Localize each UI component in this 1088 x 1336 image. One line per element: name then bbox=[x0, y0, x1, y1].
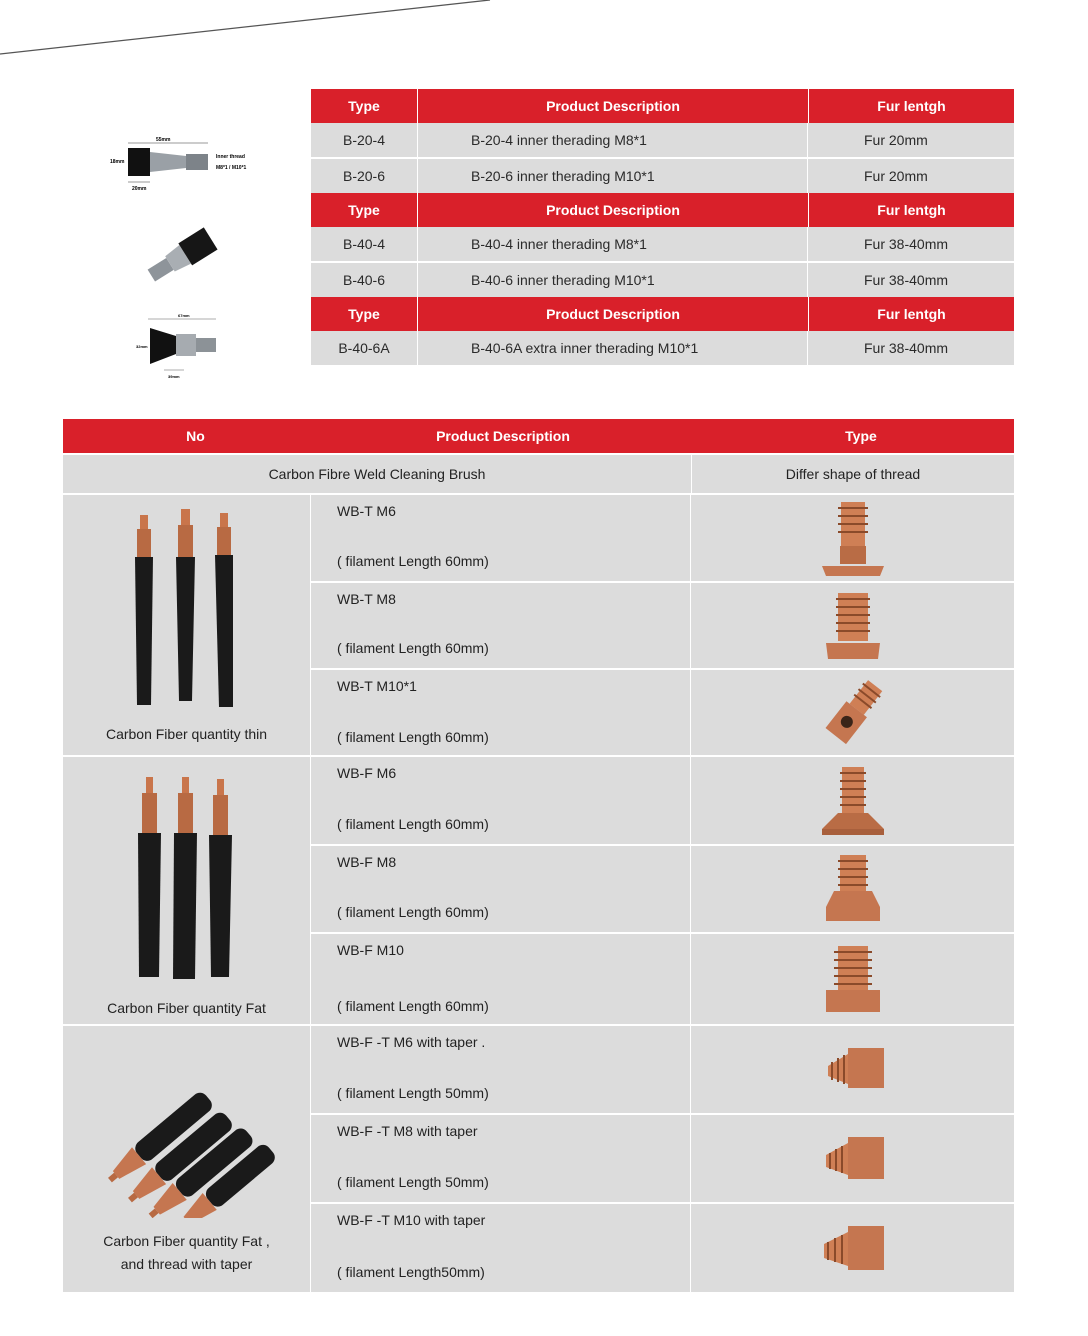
cell-fur-length: Fur 20mm bbox=[864, 168, 928, 184]
product-row bbox=[311, 495, 1014, 581]
cell-description: B-20-4 inner therading M8*1 bbox=[418, 123, 808, 157]
product-row bbox=[311, 1026, 1014, 1113]
thread-m6-image bbox=[818, 498, 888, 578]
table-header bbox=[311, 193, 1014, 227]
dimension-label-side: 32mm bbox=[136, 344, 148, 349]
taper-thread-m8-image bbox=[818, 1129, 888, 1189]
product-row bbox=[311, 581, 1014, 668]
table-header bbox=[63, 419, 1014, 453]
header-description: Product Description bbox=[418, 89, 809, 123]
caption-line: and thread with taper bbox=[120, 1256, 253, 1272]
table-row bbox=[311, 123, 1014, 157]
brush-spec-table bbox=[311, 89, 1014, 365]
cell-fur-length: Fur 38-40mm bbox=[864, 340, 949, 356]
product-group-fat bbox=[63, 755, 1014, 1024]
taper-thread-m10-image bbox=[818, 1218, 888, 1278]
group-caption bbox=[63, 723, 310, 746]
cell-fur-length: Fur 38-40mm bbox=[864, 272, 949, 288]
decorative-diagonal-line bbox=[0, 0, 500, 60]
filament-length: ( filament Length 60mm) bbox=[337, 553, 489, 569]
subheader-thread: Differ shape of thread bbox=[785, 466, 921, 482]
thread-m8-image bbox=[818, 587, 888, 665]
dimension-label-bottom: 39mm bbox=[168, 374, 180, 379]
filament-length: ( filament Length 60mm) bbox=[337, 729, 489, 745]
filament-length: ( filament Length 60mm) bbox=[337, 998, 489, 1014]
taper-thread-m6-image bbox=[818, 1040, 888, 1100]
group-image-cell bbox=[63, 1026, 311, 1292]
fat-brush-set-image bbox=[133, 777, 239, 983]
group-caption bbox=[63, 997, 310, 1020]
product-name: WB-F -T M10 with taper bbox=[337, 1212, 486, 1228]
header-description: Product Description bbox=[418, 297, 809, 331]
header-fur-length: Fur lentgh bbox=[877, 306, 946, 322]
brush-b-40-image bbox=[138, 226, 224, 288]
product-row bbox=[311, 757, 1014, 844]
cell-type: B-40-6A bbox=[311, 331, 418, 365]
brush-b-40-6a-diagram bbox=[128, 308, 224, 382]
product-name: WB-F -T M6 with taper . bbox=[337, 1034, 486, 1050]
product-row bbox=[311, 932, 1014, 1026]
thread-m10-image bbox=[818, 676, 888, 752]
thin-brush-set-image bbox=[129, 509, 245, 715]
product-row bbox=[311, 1113, 1014, 1202]
header-no: No bbox=[186, 428, 205, 444]
filament-length: ( filament Length 60mm) bbox=[337, 640, 489, 656]
product-name: WB-F M6 bbox=[337, 765, 397, 781]
product-name: WB-F M8 bbox=[337, 854, 397, 870]
taper-brush-set-image bbox=[101, 1048, 287, 1218]
product-name: WB-F M10 bbox=[337, 942, 404, 958]
group-image-cell bbox=[63, 757, 311, 1024]
header-type: Type bbox=[311, 297, 418, 331]
header-fur-length: Fur lentgh bbox=[877, 202, 946, 218]
dimension-label-top: 67mm bbox=[178, 313, 190, 318]
table-header bbox=[311, 297, 1014, 331]
thread-f-m8-image bbox=[818, 851, 888, 927]
filament-length: ( filament Length 50mm) bbox=[337, 1085, 489, 1101]
product-row bbox=[311, 844, 1014, 932]
cell-type: B-20-4 bbox=[311, 123, 418, 157]
dimension-label-base: 20mm bbox=[132, 186, 147, 192]
product-name: WB-F -T M8 with taper bbox=[337, 1123, 478, 1139]
caption-line: Carbon Fiber quantity Fat bbox=[107, 1000, 266, 1016]
thread-f-m10-image bbox=[818, 942, 888, 1018]
table-subheader bbox=[63, 453, 1014, 493]
header-type: Type bbox=[845, 428, 877, 444]
product-name: WB-T M10*1 bbox=[337, 678, 417, 694]
product-group-taper bbox=[63, 1024, 1014, 1292]
product-row bbox=[311, 1202, 1014, 1292]
group-caption bbox=[63, 1230, 310, 1276]
header-description: Product Description bbox=[418, 193, 809, 227]
product-row bbox=[311, 668, 1014, 757]
table-row bbox=[311, 227, 1014, 261]
thread-size-label: M8*1 / M10*1 bbox=[216, 165, 247, 171]
subheader-product: Carbon Fibre Weld Cleaning Brush bbox=[63, 455, 692, 493]
product-group-thin bbox=[63, 493, 1014, 755]
table-row bbox=[311, 331, 1014, 365]
header-type: Type bbox=[311, 193, 418, 227]
weld-brush-table bbox=[63, 419, 1014, 1292]
filament-length: ( filament Length 60mm) bbox=[337, 816, 489, 832]
caption-line: Carbon Fiber quantity Fat , bbox=[103, 1233, 270, 1249]
cell-type: B-40-6 bbox=[311, 263, 418, 297]
caption-line: Carbon Fiber quantity thin bbox=[105, 726, 268, 742]
cell-type: B-40-4 bbox=[311, 227, 418, 261]
cell-fur-length: Fur 20mm bbox=[864, 132, 928, 148]
product-name: WB-T M8 bbox=[337, 591, 396, 607]
filament-length: ( filament Length 60mm) bbox=[337, 904, 489, 920]
dimension-label-height: 18mm bbox=[110, 159, 125, 165]
product-name: WB-T M6 bbox=[337, 503, 396, 519]
header-fur-length: Fur lentgh bbox=[877, 98, 946, 114]
table-row bbox=[311, 157, 1014, 193]
cell-description: B-40-4 inner therading M8*1 bbox=[418, 227, 808, 261]
cell-description: B-20-6 inner therading M10*1 bbox=[418, 159, 808, 193]
cell-type: B-20-6 bbox=[311, 159, 418, 193]
cell-fur-length: Fur 38-40mm bbox=[864, 236, 949, 252]
header-description: Product Description bbox=[436, 428, 570, 444]
cell-description: B-40-6A extra inner therading M10*1 bbox=[418, 331, 808, 365]
table-row bbox=[311, 261, 1014, 297]
table-header bbox=[311, 89, 1014, 123]
group-image-cell bbox=[63, 495, 311, 755]
thread-f-m6-image bbox=[818, 763, 888, 839]
cell-description: B-40-6 inner therading M10*1 bbox=[418, 263, 808, 297]
dimension-label-length: 55mm bbox=[156, 137, 171, 143]
thread-label: Inner thread bbox=[216, 154, 245, 160]
filament-length: ( filament Length 50mm) bbox=[337, 1174, 489, 1190]
header-type: Type bbox=[311, 89, 418, 123]
filament-length: ( filament Length50mm) bbox=[337, 1264, 485, 1280]
brush-b-20-diagram bbox=[108, 132, 264, 194]
